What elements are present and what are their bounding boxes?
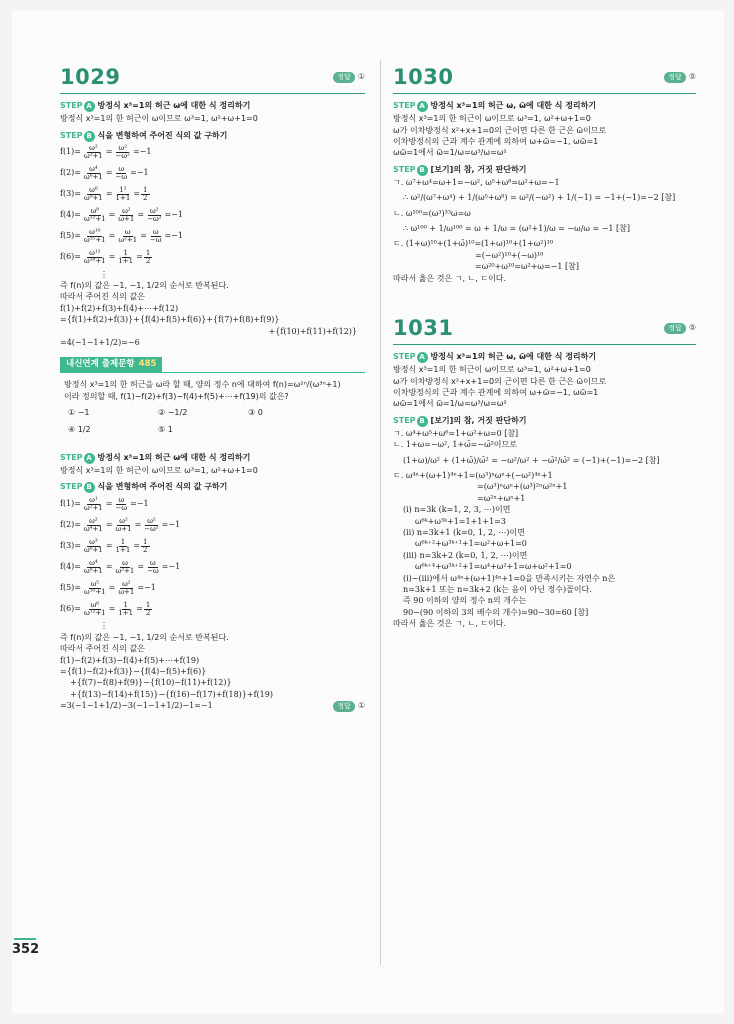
step-word: STEP — [60, 453, 83, 463]
sum-line: f(1)+f(2)+f(3)+f(4)+⋯+f(12) — [60, 303, 179, 313]
numerator: ω⁵ — [90, 579, 100, 588]
fraction — [142, 518, 160, 533]
step-a-heading — [60, 453, 365, 464]
answer-tag — [333, 701, 365, 712]
fraction — [116, 581, 136, 596]
numerator: ω² — [89, 144, 98, 153]
math-text: = — [108, 231, 116, 241]
step-letter-icon: B — [417, 416, 428, 427]
fraction — [141, 539, 149, 554]
question-text: 방정식 x³=1의 한 허근을 ω라 할 때, 양의 정수 n에 대하여 f(n)=ω²ⁿ/(ω³ⁿ+1) — [64, 380, 341, 390]
fraction — [82, 560, 105, 575]
numerator: ω¹² — [89, 249, 101, 258]
math-text: = — [108, 583, 116, 593]
step-title: 식을 변형하여 주어진 식의 값 구하기 — [97, 130, 228, 140]
text-line: ㄴ. ω¹⁰⁰=(ω³)³³ω=ω — [393, 208, 471, 218]
answer-tag — [664, 323, 696, 334]
numerator: ω² — [122, 579, 131, 588]
math-text: f(2)= — [60, 168, 81, 178]
fraction — [116, 208, 136, 223]
math-text: = — [105, 562, 113, 572]
numerator: ω⁴ — [89, 165, 98, 174]
denominator: ω¹⁸+1 — [84, 257, 106, 266]
sum-line: ={f(1)+f(2)+f(3)}+{f(4)+f(5)+f(6)}+{f(7)+f(8)+f(9)} — [60, 315, 280, 325]
fraction — [116, 229, 139, 244]
math-text: = — [105, 541, 113, 551]
math-text: = — [105, 168, 113, 178]
math-text: =−1 — [132, 147, 152, 157]
math-text: = — [108, 252, 116, 262]
numerator: 1 — [145, 600, 151, 609]
math-text: f(6)= — [60, 252, 81, 262]
math-text: f(4)= — [60, 210, 81, 220]
step-word: STEP — [393, 352, 416, 362]
answer-value: ① — [357, 72, 365, 82]
function-value-row — [60, 144, 365, 162]
numerator: ω — [124, 228, 131, 237]
denominator: ω+1 — [118, 215, 135, 224]
math-text: = — [105, 520, 113, 530]
thus-text: 따라서 주어진 식의 값은 — [60, 644, 145, 654]
step-letter-icon: A — [417, 101, 428, 112]
denominator: ω¹⁵+1 — [84, 236, 106, 245]
step-word: STEP — [60, 101, 83, 111]
step-letter-icon: A — [84, 101, 95, 112]
text-line: ω가 이차방정식 x²+x+1=0의 근이면 다른 한 근은 ω̄이므로 — [393, 376, 607, 386]
sum-line: f(1)−f(2)+f(3)−f(4)+f(5)+⋯+f(19) — [60, 655, 200, 665]
numerator: ω⁸ — [90, 207, 100, 216]
fraction — [82, 166, 105, 181]
text-line: ㄴ. 1+ω=−ω², 1+ω̄=−ω̄²이므로 — [393, 440, 517, 450]
denominator: ω²+1 — [115, 566, 135, 575]
math-text: = — [133, 541, 141, 551]
fraction — [114, 560, 137, 575]
function-value-row — [60, 165, 365, 183]
denominator: 1+1 — [118, 608, 134, 617]
problem-number: 1029 — [60, 65, 121, 89]
fraction — [114, 518, 134, 533]
fraction — [148, 229, 164, 244]
text-line: 즉 90 이하의 양의 정수 n의 개수는 — [403, 596, 527, 606]
numerator: ω² — [147, 516, 156, 525]
step-a-heading — [393, 101, 696, 112]
fraction — [82, 581, 108, 596]
numerator: ω² — [118, 144, 127, 153]
math-text: =−1 — [161, 520, 181, 530]
conclusion: 따라서 옳은 것은 ㄱ, ㄴ, ㄷ이다. — [393, 273, 507, 283]
linked-question — [60, 372, 365, 443]
numerator: ω — [152, 228, 159, 237]
step-letter-icon: A — [417, 352, 428, 363]
sum-result: =4(−1−1+1/2)=−6 — [60, 338, 140, 348]
answer-label: 정답 — [333, 701, 355, 712]
choice-5: ⑤ 1 — [158, 424, 173, 434]
numerator: ω⁶ — [89, 186, 98, 195]
left-column — [60, 64, 365, 713]
math-text: = — [136, 252, 143, 262]
function-value-row — [60, 516, 365, 534]
math-text: f(3)= — [60, 541, 81, 551]
text-line: ω⁶ᵏ+ω³ᵏ+1=1+1+1=3 — [415, 516, 506, 526]
fraction — [114, 166, 130, 181]
denominator: ω⁹+1 — [84, 194, 103, 203]
sum-result-text: =3(−1−1+1/2)−3(−1−1+1/2)−1=−1 — [60, 701, 213, 711]
column-divider — [380, 60, 381, 965]
text-line: ωω̄=1에서 ω̄=1/ω=ω³/ω=ω² — [393, 148, 507, 158]
numerator: ω — [118, 165, 125, 174]
math-text: f(5)= — [60, 231, 81, 241]
linked-problem-title — [60, 357, 162, 372]
text-line: 방정식 x³=1의 한 허근이 ω이므로 ω³=1, ω²+ω+1=0 — [393, 365, 591, 375]
fraction — [82, 187, 105, 202]
denominator: ω¹²+1 — [84, 608, 106, 617]
denominator: ω⁶+1 — [84, 173, 103, 182]
numerator: 1² — [119, 186, 127, 195]
function-value-row — [60, 495, 365, 513]
denominator: −ω² — [144, 524, 159, 533]
math-text: f(1)= — [60, 499, 81, 509]
math-text: =−1 — [161, 562, 181, 572]
numerator: ω¹ — [89, 495, 98, 504]
sum-result — [60, 701, 365, 712]
fraction — [116, 602, 135, 617]
fraction — [82, 208, 108, 223]
fraction — [82, 229, 108, 244]
step-title: 방정식 x³=1의 허근 ω, ω̄에 대한 식 정리하기 — [430, 101, 597, 111]
text-line: ωω̄=1에서 ω̄=1/ω=ω³/ω=ω² — [393, 399, 507, 409]
denominator: −ω² — [147, 215, 162, 224]
step-a-heading — [60, 101, 365, 112]
fraction — [82, 145, 105, 160]
numerator: ω² — [119, 516, 128, 525]
choice-1: ① −1 — [68, 408, 90, 418]
numerator: 1 — [123, 249, 128, 258]
text-line: ㄱ. ω⁷+ω⁴=ω+1=−ω², ω⁵+ω⁸=ω²+ω=−1 — [393, 177, 560, 187]
text-line: =(ω³)ⁿωⁿ+(ω³)²ⁿω²ⁿ+1 — [477, 482, 568, 492]
choice-2: ② −1/2 — [158, 408, 188, 418]
question-text: 이라 정의할 때, f(1)−f(2)+f(3)−f(4)+f(5)+⋯+f(19)의 값은? — [64, 391, 289, 401]
denominator: 2 — [143, 194, 148, 203]
step-word: STEP — [60, 130, 83, 140]
text-line: 이차방정식의 근과 계수 관계에 의하여 ω+ω̄=−1, ωω̄=1 — [393, 388, 599, 398]
denominator: ω¹⁰+1 — [84, 587, 106, 596]
step-title: 방정식 x³=1의 허근 ω에 대한 식 정리하기 — [97, 453, 251, 463]
choice-3: ③ 0 — [248, 408, 263, 418]
answer-label: 정답 — [333, 72, 355, 83]
numerator: ω — [118, 495, 125, 504]
math-text: = — [105, 147, 113, 157]
fraction — [114, 187, 133, 202]
function-value-row — [60, 558, 365, 576]
function-value-row — [60, 537, 365, 555]
summary-text: 즉 f(n)의 값은 −1, −1, 1/2의 순서로 반복된다. — [60, 281, 229, 291]
math-text: f(6)= — [60, 604, 81, 614]
denominator: ω⁴+1 — [84, 524, 103, 533]
answer-value: ⑤ — [688, 323, 696, 333]
sum-line: ={f(1)−f(2)+f(3)}−{f(4)−f(5)+f(6)} — [60, 666, 207, 676]
function-value-row — [60, 207, 365, 225]
function-value-row — [60, 249, 365, 267]
step-word: STEP — [60, 482, 83, 492]
math-text: f(4)= — [60, 562, 81, 572]
text-line: ㄷ. ω⁴ⁿ+(ω+1)⁴ⁿ+1=(ω³)ⁿωⁿ+(−ω²)⁴ⁿ+1 — [393, 471, 553, 481]
text-line: =(−ω²)¹⁰+(−ω)¹⁰ — [475, 250, 544, 260]
math-text: = — [133, 189, 141, 199]
denominator: −ω — [147, 566, 159, 575]
math-text: f(3)= — [60, 189, 81, 199]
sum-line: +{f(13)−f(14)+f(15)}−{f(16)−f(17)+f(18)}+f(19) — [70, 689, 273, 699]
denominator: ω+1 — [115, 524, 132, 533]
fraction — [116, 250, 135, 265]
step-a-text: 방정식 x³=1의 한 허근이 ω이므로 ω³=1, ω²+ω+1=0 — [60, 466, 258, 476]
text-line: 방정식 x³=1의 한 허근이 ω이므로 ω³=1, ω²+ω+1=0 — [393, 114, 591, 124]
fraction — [82, 518, 105, 533]
step-title: 식을 변형하여 주어진 식의 값 구하기 — [97, 482, 228, 492]
text-line: 90−(90 이하의 3의 배수의 개수)=90−30=60 [참] — [403, 607, 589, 617]
step-a-text: 방정식 x³=1의 한 허근이 ω이므로 ω³=1, ω²+ω+1=0 — [60, 114, 258, 124]
text-line: =ω²ⁿ+ωⁿ+1 — [477, 493, 526, 503]
numerator: ω² — [89, 516, 98, 525]
step-word: STEP — [393, 415, 416, 425]
thus-text: 따라서 주어진 식의 값은 — [60, 292, 145, 302]
denominator: 2 — [143, 545, 148, 554]
step-title: [보기]의 참, 거짓 판단하기 — [430, 164, 527, 174]
step-b-heading — [60, 131, 365, 142]
numerator: 1 — [123, 600, 128, 609]
denominator: 2 — [145, 608, 151, 617]
sum-line: +{f(10)+f(11)+f(12)} — [268, 326, 357, 336]
fraction — [145, 560, 161, 575]
right-column — [393, 64, 696, 630]
fraction — [82, 602, 108, 617]
function-value-row — [60, 600, 365, 618]
denominator: −ω — [115, 503, 128, 512]
vertical-dots: ⋮ — [100, 621, 108, 631]
numerator: 1 — [143, 186, 148, 195]
math-text: =−1 — [130, 499, 149, 509]
denominator: 1+1 — [115, 194, 131, 203]
denominator: 1+1 — [118, 257, 134, 266]
step-a-heading — [393, 352, 696, 363]
numerator: ω³ — [89, 537, 98, 546]
text-line: ω⁶ᵏ⁺²+ω³ᵏ⁺¹+1=ω²+ω+1=0 — [415, 539, 527, 549]
math-text: = — [136, 604, 143, 614]
problem-header-1029 — [60, 64, 365, 94]
math-text: = — [105, 189, 113, 199]
text-line: ㄷ. (1+ω)¹⁰+(1+ω̄)¹⁰=(1+ω)¹⁰+(1+ω²)¹⁰ — [393, 239, 554, 249]
answer-tag — [333, 72, 365, 83]
page-number: 352 — [12, 942, 40, 957]
denominator: −ω — [115, 173, 128, 182]
answer-label: 정답 — [664, 323, 686, 334]
text-line: ㄱ. ω⁴+ω⁵+ω⁶=1+ω²+ω=0 [참] — [393, 428, 519, 438]
numerator: ω² — [122, 207, 131, 216]
fraction — [114, 539, 133, 554]
numerator: 1 — [120, 537, 126, 546]
step-b-heading — [60, 482, 365, 493]
page-number-bar — [14, 938, 36, 940]
step-word: STEP — [393, 164, 416, 174]
step-b-heading — [393, 416, 696, 427]
fraction — [114, 145, 132, 160]
sum-line: +{f(7)−f(8)+f(9)}−{f(10)−f(11)+f(12)} — [70, 678, 232, 688]
choice-4: ④ 1/2 — [68, 424, 91, 434]
math-text: =−1 — [164, 231, 183, 241]
math-text: =−1 — [137, 583, 156, 593]
math-text: = — [108, 604, 116, 614]
math-text: = — [137, 562, 145, 572]
step-title: 방정식 x³=1의 허근 ω에 대한 식 정리하기 — [97, 101, 251, 111]
function-value-row — [60, 186, 365, 204]
math-text: =−1 — [164, 210, 183, 220]
fraction — [82, 539, 105, 554]
answer-value: ⑤ — [688, 72, 696, 82]
numerator: ω — [122, 558, 128, 567]
text-line: (ⅰ) n=3k (k=1, 2, 3, ⋯)이면 — [403, 505, 511, 515]
problem-header-1030 — [393, 64, 696, 94]
text-line: 이차방정식의 근과 계수 관계에 의하여 ω+ω̄=−1, ωω̄=1 — [393, 137, 599, 147]
text-line: ∴ ω²/(ω⁷+ω⁴) + 1/(ω⁵+ω⁸) = ω²/(−ω²) + 1/(−1) = −1+(−1)=−2 [참] — [403, 193, 676, 203]
denominator: ω⁸+1 — [84, 566, 103, 575]
conclusion: 따라서 옳은 것은 ㄱ, ㄴ, ㄷ이다. — [393, 619, 507, 629]
choices — [64, 408, 361, 435]
problem-number: 1031 — [393, 315, 454, 340]
numerator: ω² — [150, 207, 159, 216]
math-text: = — [134, 520, 142, 530]
function-value-row — [60, 228, 365, 246]
denominator: ω+1 — [118, 587, 135, 596]
step-word: STEP — [393, 101, 416, 111]
math-text: = — [108, 210, 116, 220]
math-text: f(2)= — [60, 520, 81, 530]
math-text: =−1 — [130, 168, 149, 178]
fraction — [144, 602, 152, 617]
fraction — [82, 497, 105, 512]
step-letter-icon: B — [84, 131, 95, 142]
function-values-linked — [60, 495, 365, 618]
problem-header-1031 — [393, 315, 696, 345]
text-line: (ⅲ) n=3k+2 (k=0, 1, 2, ⋯)이면 — [403, 550, 528, 560]
denominator: −ω — [149, 236, 162, 245]
step-letter-icon: B — [84, 482, 95, 493]
fraction — [141, 187, 149, 202]
numerator: 1 — [143, 537, 148, 546]
step-b-heading — [393, 165, 696, 176]
function-value-row — [60, 579, 365, 597]
linked-number: 485 — [138, 359, 157, 370]
text-line: ω가 이차방정식 x²+x+1=0의 근이면 다른 한 근은 ω̄이므로 — [393, 125, 607, 135]
math-text: f(1)= — [60, 147, 81, 157]
answer-value: ① — [357, 701, 365, 711]
math-text: = — [137, 210, 145, 220]
denominator: 1+1 — [115, 545, 131, 554]
numerator: ω⁴ — [89, 558, 98, 567]
answer-label: 정답 — [664, 72, 686, 83]
text-line: (ⅰ)~(ⅲ)에서 ω⁴ⁿ+(ω+1)⁴ⁿ+1=0을 만족시키는 자연수 n은 — [403, 573, 616, 583]
text-line: (ⅱ) n=3k+1 (k=0, 1, 2, ⋯)이면 — [403, 527, 525, 537]
step-letter-icon: B — [417, 165, 428, 176]
summary-text: 즉 f(n)의 값은 −1, −1, 1/2의 순서로 반복된다. — [60, 632, 229, 642]
text-line: ∴ ω¹⁰⁰ + 1/ω¹⁰⁰ = ω + 1/ω = (ω²+1)/ω = −ω/ω = −1 [참] — [403, 224, 631, 234]
text-line: n=3k+1 또는 n=3k+2 (k는 음이 아닌 정수)꼴이다. — [403, 584, 592, 594]
denominator: ω²+1 — [118, 236, 138, 245]
fraction — [145, 208, 163, 223]
denominator: ω¹²+1 — [84, 215, 106, 224]
problem-number: 1030 — [393, 65, 454, 89]
linked-title-text: 내신연계 출제문항 — [66, 359, 135, 370]
fraction — [82, 250, 108, 265]
denominator: 2 — [145, 257, 151, 266]
step-letter-icon: A — [84, 453, 95, 464]
denominator: ω²+1 — [84, 503, 103, 512]
numerator: ω¹⁰ — [89, 228, 101, 237]
math-text: = — [105, 499, 113, 509]
fraction — [144, 250, 152, 265]
numerator: ω⁶ — [90, 600, 100, 609]
numerator: ω — [150, 558, 156, 567]
text-line: =ω²⁰+ω¹⁰=ω²+ω=−1 [참] — [475, 262, 579, 272]
fraction — [114, 497, 130, 512]
text-line: ω⁶ᵏ⁺⁴+ω³ᵏ⁺²+1=ω⁴+ω²+1=ω+ω²+1=0 — [415, 562, 572, 572]
math-text: f(5)= — [60, 583, 81, 593]
answer-tag — [664, 72, 696, 83]
denominator: ω³+1 — [84, 152, 103, 161]
denominator: −ω² — [115, 152, 130, 161]
step-title: 방정식 x³=1의 허근 ω, ω̄에 대한 식 정리하기 — [430, 352, 597, 362]
math-text: = — [140, 231, 147, 241]
function-values-1029 — [60, 144, 365, 267]
numerator: 1 — [145, 249, 151, 258]
denominator: ω⁶+1 — [84, 545, 103, 554]
step-title: [보기]의 참, 거짓 판단하기 — [430, 415, 527, 425]
vertical-dots: ⋮ — [100, 269, 108, 279]
text-line: (1+ω)/ω² + (1+ω̄)/ω̄² = −ω²/ω² + −ω̄²/ω̄² = (−1)+(−1)=−2 [참] — [403, 455, 660, 465]
